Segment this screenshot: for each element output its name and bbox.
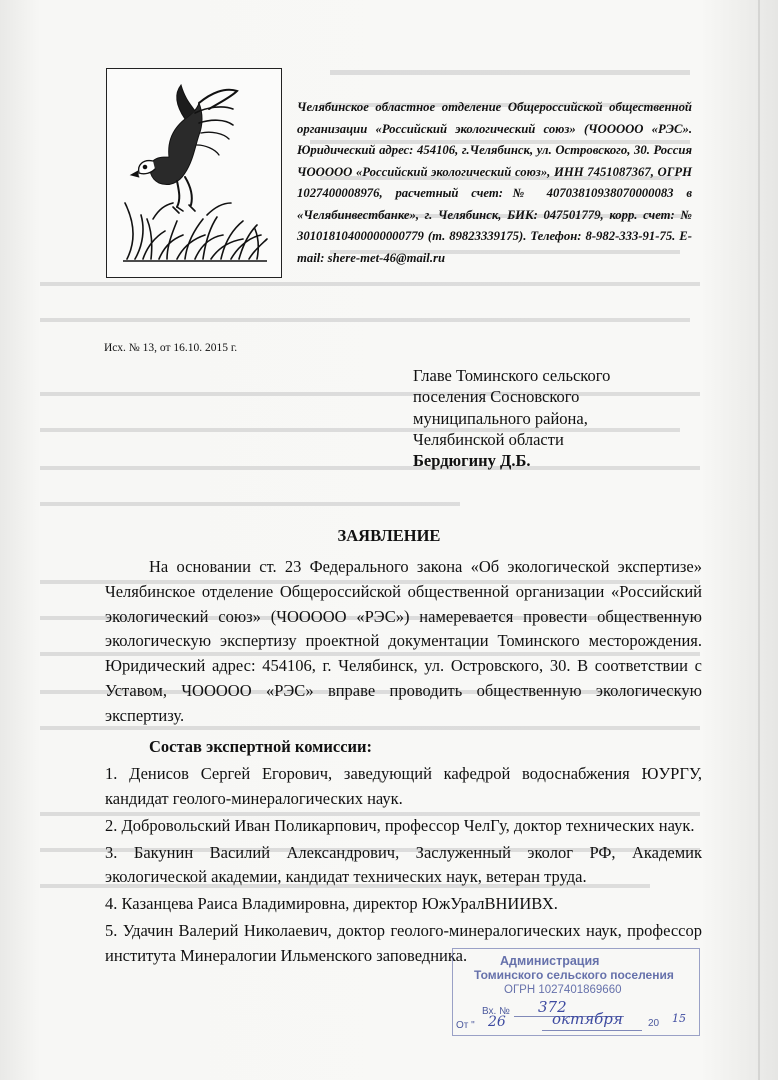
addressee-block xyxy=(413,365,713,471)
stamp-org-line: Томинского сельского поселения xyxy=(474,968,674,982)
stamp-ogrn: ОГРН 1027401869660 xyxy=(504,984,622,996)
outgoing-reference: Исх. № 13, от 16.10. 2015 г. xyxy=(104,342,238,354)
organization-logo xyxy=(106,68,282,278)
stamp-number-label: Вх. № xyxy=(482,1006,510,1017)
statement-body: На основании ст. 23 Федерального закона «Об экологической экспертизе» Челябинское отделение Общероссийской общественной организации «Российский экологический союз» (ЧООООО «РЭС») намеревается провести общественную экологическую экспертизу проектной документации Томинского месторождения. Юридический адрес: 454106, г. Челябинск, ул. Островского, 30. В соответствии с Уставом, ЧООООО «РЭС» вправе проводить общественную экологическую экспертизу. xyxy=(105,557,702,725)
stamp-date-label: От " xyxy=(456,1020,475,1031)
commission-member: 4. Казанцева Раиса Владимировна, директор ЮжУралВНИИВХ. xyxy=(105,894,558,914)
stamp-month-line xyxy=(542,1030,642,1031)
addressee-name: Бердюгину Д.Б. xyxy=(413,451,531,471)
commission-title: Состав экспертной комиссии: xyxy=(149,737,373,756)
stamp-day: 26 xyxy=(488,1014,506,1030)
commission-member: 2. Добровольский Иван Поликарпович, профессор ЧелГу, доктор технических наук. xyxy=(105,815,695,835)
commission-member: 1. Денисов Сергей Егорович, заведующий кафедрой водоснабжения ЮУРГУ, кандидат геолого-минералогических наук. xyxy=(105,764,702,808)
addressee-line: поселения Сосновского xyxy=(413,387,580,407)
stamp-year-label: 20 xyxy=(648,1018,660,1029)
addressee-line: Челябинской области xyxy=(413,429,564,449)
commission-member: 3. Бакунин Василий Александрович, Заслуженный эколог РФ, Академик экологической академии, кандидат технических наук, ветеран труда. xyxy=(105,842,702,887)
document-title: ЗАЯВЛЕНИЕ xyxy=(337,526,441,545)
organization-header: Челябинское областное отделение Общероссийской общественной организации «Российский экологический союз» (ЧООООО «РЭС». Юридический адрес: 454106, г.Челябинск, ул. Островского, 30. Россия ЧООООО «Российский экологический союз», ИНН 7451087367, ОГРН 1027400008976, расчетный счет:№ 40703810938070000083 в «Челябинвестбанке», г. Челябинск, БИК: 047501779, корр. счет: № 30101810400000000779 (т. 89823339175). Телефон: 8-982-333-91-75. E-mail: shere-met-46@mail.ru xyxy=(297,100,692,265)
stamp-number-value: 372 xyxy=(538,998,567,1016)
addressee-line: муниципального района, xyxy=(413,408,588,428)
stamp-month: октября xyxy=(552,1010,623,1028)
stamp-year-value: 15 xyxy=(672,1012,686,1025)
osprey-eagle-over-reeds-icon xyxy=(107,69,281,277)
registration-stamp xyxy=(452,940,700,1036)
addressee-line: Главе Томинского сельского xyxy=(413,366,611,385)
commission-member: 5. Удачин Валерий Николаевич, доктор геолого-минералогических наук, профессор института Минералогии Ильменского заповедника. xyxy=(105,921,702,965)
stamp-org-line: Администрация xyxy=(500,954,600,968)
